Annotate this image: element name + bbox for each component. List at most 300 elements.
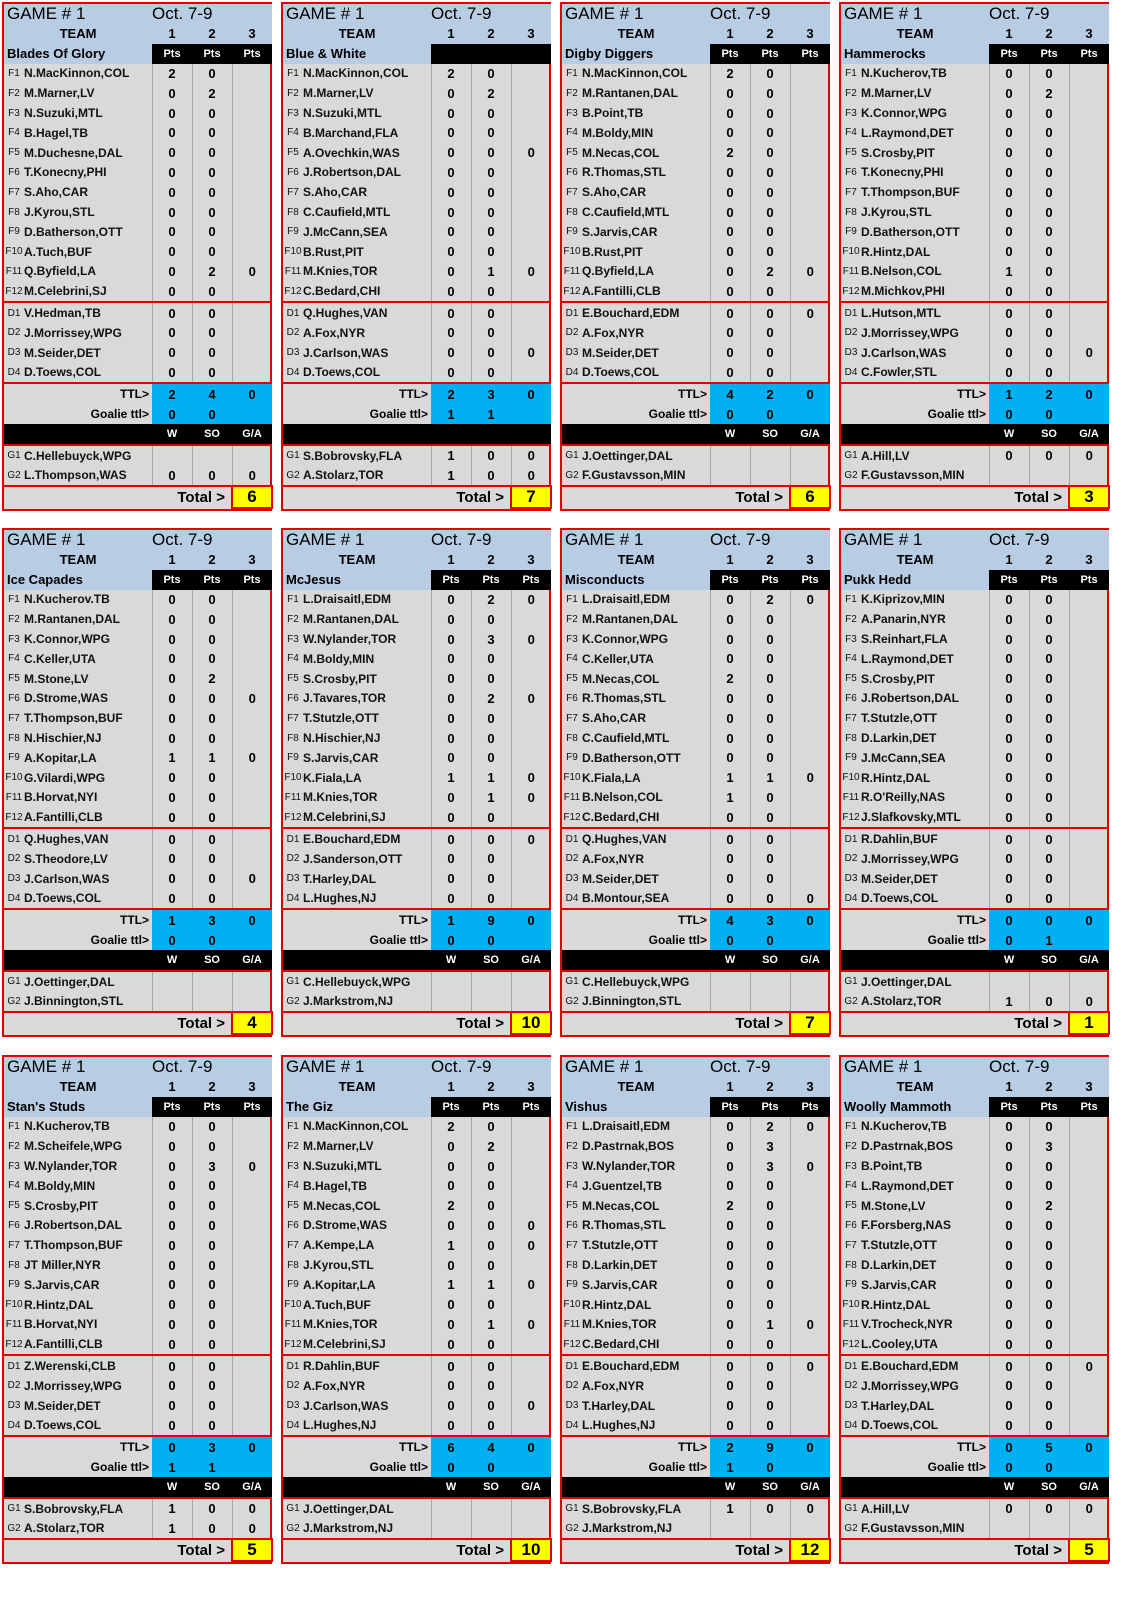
player-name: N.MacKinnon,COL — [303, 66, 409, 81]
stat-value: 0 — [152, 807, 192, 828]
stat-value: 0 — [152, 1156, 192, 1176]
goalie-row — [4, 1498, 272, 1519]
ttl-label: TTL> — [562, 383, 710, 404]
position-label: F12 — [284, 285, 302, 297]
player-row — [4, 1295, 272, 1315]
player-row — [4, 1216, 272, 1236]
goalie-ttl-value: 0 — [152, 930, 192, 950]
position-label: F4 — [287, 653, 299, 665]
player-name: A.Tuch,BUF — [24, 244, 92, 259]
stat-value — [989, 466, 1029, 487]
player-name: D.Toews,COL — [24, 365, 102, 380]
stat-value: 0 — [471, 708, 511, 728]
position-label: F12 — [563, 811, 581, 823]
stat-value — [232, 242, 272, 262]
player-name: R.Thomas,STL — [582, 1218, 667, 1233]
position-label: G1 — [283, 1498, 303, 1519]
stat-value: 0 — [152, 1235, 192, 1255]
player-name: R.Dahlin,BUF — [861, 828, 989, 849]
goalie-row — [4, 1519, 272, 1540]
player-row — [841, 302, 1109, 323]
stat-value — [511, 1519, 551, 1540]
position-label: G2 — [286, 995, 300, 1007]
player-name: L.Draisaitl,EDM — [582, 592, 671, 607]
position-label: F2 — [8, 613, 20, 625]
stat-value: 0 — [1069, 343, 1109, 363]
player-row — [283, 103, 551, 123]
game-dates: Oct. 7-9 — [989, 530, 1109, 550]
team-column-label: TEAM — [283, 1077, 431, 1097]
player-name: J.Morrissey,WPG — [861, 1378, 959, 1393]
player-name: J.Robertson,DAL — [24, 1218, 123, 1233]
player-name: C.Bedard,CHI — [582, 1337, 660, 1352]
player-row — [841, 1334, 1109, 1355]
goalie-stat-header: W — [710, 424, 750, 445]
player-name: C.Keller,UTA — [582, 651, 654, 666]
stat-value: 0 — [192, 889, 232, 910]
team-name: Pukk Hedd — [841, 570, 989, 590]
position-label: F7 — [287, 1239, 299, 1251]
position-label: F5 — [566, 673, 578, 685]
position-label: F6 — [287, 692, 299, 704]
goalie-stat-header: G/A — [232, 950, 272, 971]
goalie-ttl-value: 0 — [192, 404, 232, 424]
player-name: A.Hill,LV — [861, 1498, 989, 1519]
game-number: GAME # 1 — [841, 1057, 989, 1077]
total-value: 12 — [790, 1539, 830, 1561]
goalie-row — [4, 971, 272, 992]
position-label: G1 — [283, 971, 303, 992]
goalie-row — [4, 445, 272, 466]
player-row — [283, 649, 551, 669]
stat-value: 0 — [192, 343, 232, 363]
stat-value: 1 — [471, 262, 511, 282]
stat-value: 0 — [192, 1416, 232, 1437]
goalie-header-spacer — [4, 1477, 152, 1498]
position-label: F4 — [845, 653, 857, 665]
player-row — [562, 343, 830, 363]
position-label: F12 — [284, 1338, 302, 1350]
player-name: M.Rantanen,DAL — [582, 86, 678, 101]
stat-value: 0 — [750, 1295, 790, 1315]
stat-value: 2 — [192, 669, 232, 689]
stat-value: 0 — [1029, 788, 1069, 808]
player-row — [4, 1275, 272, 1295]
pts-header: Pts — [989, 44, 1029, 64]
player-row — [562, 242, 830, 262]
position-label: F11 — [5, 791, 23, 803]
player-name: R.Thomas,STL — [582, 165, 667, 180]
stat-value: 0 — [511, 590, 551, 610]
player-row — [562, 807, 830, 828]
position-label: F10 — [563, 246, 581, 258]
stat-value: 0 — [471, 1235, 511, 1255]
stat-value: 0 — [471, 182, 511, 202]
player-name: D.Larkin,DET — [582, 1258, 658, 1273]
goalie-ttl-label: Goalie ttl> — [648, 407, 708, 422]
stat-value: 0 — [471, 1355, 511, 1376]
goalie-stat-header: SO — [471, 950, 511, 971]
player-row — [841, 1295, 1109, 1315]
stat-value: 0 — [989, 1376, 1029, 1396]
stat-value: 0 — [152, 1255, 192, 1275]
player-name: S.Aho,CAR — [24, 185, 88, 200]
pts-header: Pts — [750, 1097, 790, 1117]
stat-value — [232, 728, 272, 748]
goalie-stat-header: G/A — [1069, 950, 1109, 971]
goalie-ttl-value — [232, 930, 272, 950]
stat-value: 0 — [152, 1315, 192, 1335]
stat-value — [790, 971, 830, 992]
stat-value: 2 — [750, 1117, 790, 1137]
position-label: F1 — [845, 1120, 857, 1132]
stat-value: 0 — [750, 323, 790, 343]
stat-value — [1069, 1136, 1109, 1156]
player-name: V.Trocheck,NYR — [861, 1317, 953, 1332]
stat-value: 0 — [1029, 1334, 1069, 1355]
ttl-value: 0 — [511, 909, 551, 930]
goalie-ttl-value — [511, 930, 551, 950]
position-label: F5 — [287, 147, 299, 159]
position-label: D4 — [844, 366, 858, 378]
stat-value: 0 — [1029, 869, 1069, 889]
position-label: F10 — [5, 772, 23, 784]
player-name: T.Stutzle,OTT — [861, 1238, 937, 1253]
stat-value: 0 — [750, 689, 790, 709]
stat-value: 0 — [750, 123, 790, 143]
player-row — [562, 202, 830, 222]
stat-value: 0 — [989, 1275, 1029, 1295]
position-label: G2 — [286, 1522, 300, 1534]
stat-value — [790, 363, 830, 384]
position-label: G1 — [562, 971, 582, 992]
stat-value — [1069, 971, 1109, 992]
position-label: F3 — [8, 1160, 20, 1172]
player-row — [283, 1416, 551, 1437]
team-card — [839, 528, 1109, 1037]
player-name: J.Morrissey,WPG — [24, 325, 122, 340]
position-label: F7 — [8, 712, 20, 724]
position-label: F12 — [842, 811, 860, 823]
stat-value: 0 — [192, 828, 232, 849]
position-label: F9 — [845, 1279, 857, 1291]
position-label: G2 — [7, 469, 21, 481]
stat-value: 0 — [1029, 1176, 1069, 1196]
stat-value: 0 — [431, 1376, 471, 1396]
stat-value: 0 — [431, 222, 471, 242]
position-label: D2 — [286, 853, 300, 865]
ttl-label: TTL> — [841, 383, 989, 404]
pts-header: Pts — [232, 1097, 272, 1117]
stat-value: 0 — [989, 1196, 1029, 1216]
player-name: A.Stolarz,TOR — [303, 468, 384, 483]
position-label: D1 — [4, 302, 24, 323]
player-row — [283, 163, 551, 183]
stat-value — [232, 1355, 272, 1376]
position-label: G2 — [565, 1522, 579, 1534]
stat-value: 0 — [750, 1416, 790, 1437]
goalie-stat-header: W — [152, 424, 192, 445]
stat-value: 0 — [152, 1416, 192, 1437]
player-name: A.Kopitar,LA — [24, 750, 97, 765]
player-row — [841, 64, 1109, 84]
stat-value: 0 — [790, 590, 830, 610]
player-name: J.Binnington,STL — [24, 994, 124, 1009]
stat-value: 0 — [152, 323, 192, 343]
player-name: S.Crosby,PIT — [861, 671, 935, 686]
stat-value: 0 — [192, 1255, 232, 1275]
player-row — [283, 1156, 551, 1176]
total-label: Total > — [283, 486, 511, 508]
team-column-label: TEAM — [841, 1077, 989, 1097]
ttl-label: TTL> — [562, 1436, 710, 1457]
stat-value: 0 — [710, 363, 750, 384]
player-name: K.Kiprizov,MIN — [861, 592, 945, 607]
stat-value: 0 — [710, 590, 750, 610]
stat-value: 1 — [750, 1315, 790, 1335]
stat-value: 0 — [750, 222, 790, 242]
stat-value: 0 — [431, 669, 471, 689]
position-label: F10 — [842, 246, 860, 258]
stat-value: 0 — [710, 748, 750, 768]
player-name: Z.Werenski,CLB — [24, 1355, 152, 1376]
position-label: F6 — [845, 166, 857, 178]
player-name: T.Stutzle,OTT — [303, 711, 379, 726]
stat-value — [232, 222, 272, 242]
stat-value — [710, 445, 750, 466]
position-label: F3 — [566, 107, 578, 119]
stat-value: 0 — [511, 343, 551, 363]
team-name: Hammerocks — [841, 44, 989, 64]
period-column-label: 2 — [471, 1077, 511, 1097]
player-row — [841, 889, 1109, 910]
stat-value: 2 — [710, 64, 750, 84]
game-number: GAME # 1 — [283, 530, 431, 550]
position-label: F1 — [566, 1120, 578, 1132]
goalie-stat-header: SO — [750, 950, 790, 971]
player-name: T.Thompson,BUF — [24, 711, 123, 726]
player-name: D.Batherson,OTT — [24, 224, 123, 239]
stat-value: 0 — [431, 163, 471, 183]
player-name: A.Panarin,NYR — [861, 612, 946, 627]
period-column-label: 2 — [1029, 24, 1069, 44]
stat-value: 0 — [750, 103, 790, 123]
player-name: Q.Hughes,VAN — [303, 302, 431, 323]
pts-header: Pts — [989, 570, 1029, 590]
player-row — [562, 64, 830, 84]
stat-value: 1 — [989, 262, 1029, 282]
player-name: M.Marner,LV — [303, 1139, 374, 1154]
goalie-ttl-label: Goalie ttl> — [90, 407, 150, 422]
position-label: F4 — [845, 127, 857, 139]
stat-value: 0 — [511, 1275, 551, 1295]
player-row — [4, 242, 272, 262]
stat-value — [1029, 466, 1069, 487]
player-name: M.Knies,TOR — [303, 1317, 378, 1332]
player-row — [562, 1196, 830, 1216]
pts-header — [431, 44, 471, 64]
player-row — [841, 708, 1109, 728]
player-row — [562, 1334, 830, 1355]
player-row — [562, 182, 830, 202]
stat-value — [710, 1519, 750, 1540]
position-label: F7 — [287, 712, 299, 724]
team-card — [281, 1055, 551, 1564]
stat-value: 0 — [152, 1396, 192, 1416]
player-row — [4, 1255, 272, 1275]
player-name: M.Marner,LV — [24, 86, 95, 101]
goalie-header-spacer — [4, 950, 152, 971]
player-row — [4, 343, 272, 363]
stat-value: 0 — [431, 748, 471, 768]
stat-value — [232, 1315, 272, 1335]
position-label: G1 — [841, 971, 861, 992]
stat-value — [1069, 1216, 1109, 1236]
stat-value: 0 — [471, 1216, 511, 1236]
pts-header: Pts — [232, 44, 272, 64]
game-dates: Oct. 7-9 — [989, 4, 1109, 24]
stat-value: 0 — [471, 649, 511, 669]
player-row — [562, 363, 830, 384]
player-row — [841, 1156, 1109, 1176]
stat-value: 0 — [471, 1295, 511, 1315]
position-label: F1 — [566, 67, 578, 79]
player-name: B.Hagel,TB — [303, 1178, 368, 1193]
stat-value: 0 — [192, 590, 232, 610]
team-card — [839, 2, 1109, 511]
player-row — [562, 1275, 830, 1295]
period-column-label: 3 — [511, 550, 551, 570]
player-row — [562, 281, 830, 302]
stat-value: 0 — [431, 807, 471, 828]
player-row — [283, 1315, 551, 1335]
player-name: M.Necas,COL — [582, 1198, 660, 1213]
player-row — [841, 163, 1109, 183]
stat-value — [1069, 629, 1109, 649]
stat-value: 3 — [750, 1136, 790, 1156]
game-dates: Oct. 7-9 — [431, 530, 551, 550]
pts-header: Pts — [1029, 44, 1069, 64]
ttl-value: 3 — [750, 909, 790, 930]
player-row — [283, 302, 551, 323]
goalie-stat-header: SO — [471, 1477, 511, 1498]
player-row — [562, 1255, 830, 1275]
period-column-label: 2 — [471, 550, 511, 570]
stat-value: 0 — [750, 788, 790, 808]
stat-value — [790, 1136, 830, 1156]
stat-value: 0 — [431, 1255, 471, 1275]
stat-value: 0 — [471, 363, 511, 384]
player-row — [4, 629, 272, 649]
stat-value — [790, 64, 830, 84]
goalie-row — [562, 992, 830, 1013]
position-label: F8 — [566, 206, 578, 218]
stat-value: 0 — [989, 768, 1029, 788]
stat-value — [790, 222, 830, 242]
position-label: F1 — [845, 67, 857, 79]
player-name: M.Seider,DET — [861, 871, 938, 886]
stat-value — [790, 466, 830, 487]
stat-value — [1069, 242, 1109, 262]
player-name: N.Hischier,NJ — [303, 731, 381, 746]
player-row — [4, 889, 272, 910]
stat-value: 0 — [152, 83, 192, 103]
stat-value: 0 — [989, 202, 1029, 222]
stat-value: 0 — [710, 83, 750, 103]
player-name: D.Pastrnak,BOS — [582, 1139, 675, 1154]
position-label: F3 — [287, 107, 299, 119]
stat-value: 2 — [710, 143, 750, 163]
stat-value: 0 — [750, 708, 790, 728]
player-name: M.Celebrini,SJ — [24, 284, 107, 299]
position-label: D2 — [7, 327, 21, 339]
stat-value: 0 — [431, 1355, 471, 1376]
stat-value — [1069, 1396, 1109, 1416]
stat-value: 0 — [989, 323, 1029, 343]
player-row — [4, 828, 272, 849]
stat-value: 0 — [790, 262, 830, 282]
player-name: A.Fox,NYR — [582, 851, 645, 866]
stat-value — [710, 971, 750, 992]
player-name: Q.Byfield,LA — [24, 264, 97, 279]
period-column-label: 3 — [790, 1077, 830, 1097]
stat-value — [232, 609, 272, 629]
ttl-value: 0 — [989, 1436, 1029, 1457]
position-label: F7 — [845, 186, 857, 198]
stat-value: 0 — [431, 1176, 471, 1196]
stat-value — [511, 728, 551, 748]
team-sheet — [562, 4, 831, 509]
player-row — [4, 1315, 272, 1335]
position-label: F10 — [842, 1299, 860, 1311]
player-name: C.Caufield,MTL — [582, 731, 670, 746]
player-name: N.Hischier,NJ — [24, 731, 102, 746]
player-row — [562, 222, 830, 242]
stat-value — [511, 1376, 551, 1396]
player-name: J.Morrissey,WPG — [24, 1378, 122, 1393]
stat-value: 0 — [989, 64, 1029, 84]
goalie-stat-header: W — [710, 1477, 750, 1498]
player-row — [283, 1396, 551, 1416]
stat-value: 0 — [989, 869, 1029, 889]
goalie-header-spacer — [841, 1477, 989, 1498]
player-row — [4, 849, 272, 869]
stat-value: 1 — [471, 788, 511, 808]
stat-value — [1029, 971, 1069, 992]
stat-value: 0 — [471, 302, 511, 323]
goalie-stat-header: W — [710, 950, 750, 971]
stat-value: 0 — [192, 466, 232, 487]
player-name: A.Kopitar,LA — [303, 1277, 376, 1292]
stat-value: 0 — [192, 143, 232, 163]
player-name: J.Carlson,WAS — [861, 345, 947, 360]
player-name: J.Oettinger,DAL — [861, 971, 989, 992]
player-name: M.Seider,DET — [582, 345, 659, 360]
position-label: D3 — [286, 347, 300, 359]
stat-value: 0 — [192, 1396, 232, 1416]
position-label: F9 — [845, 752, 857, 764]
stat-value — [232, 123, 272, 143]
position-label: D1 — [4, 828, 24, 849]
player-name: J.Oettinger,DAL — [582, 445, 710, 466]
position-label: F12 — [284, 811, 302, 823]
player-name: J.Carlson,WAS — [303, 1398, 389, 1413]
stat-value: 0 — [192, 1196, 232, 1216]
player-row — [841, 728, 1109, 748]
goalie-stat-header: G/A — [790, 950, 830, 971]
position-label: F2 — [8, 87, 20, 99]
goalie-ttl-label: Goalie ttl> — [927, 407, 987, 422]
